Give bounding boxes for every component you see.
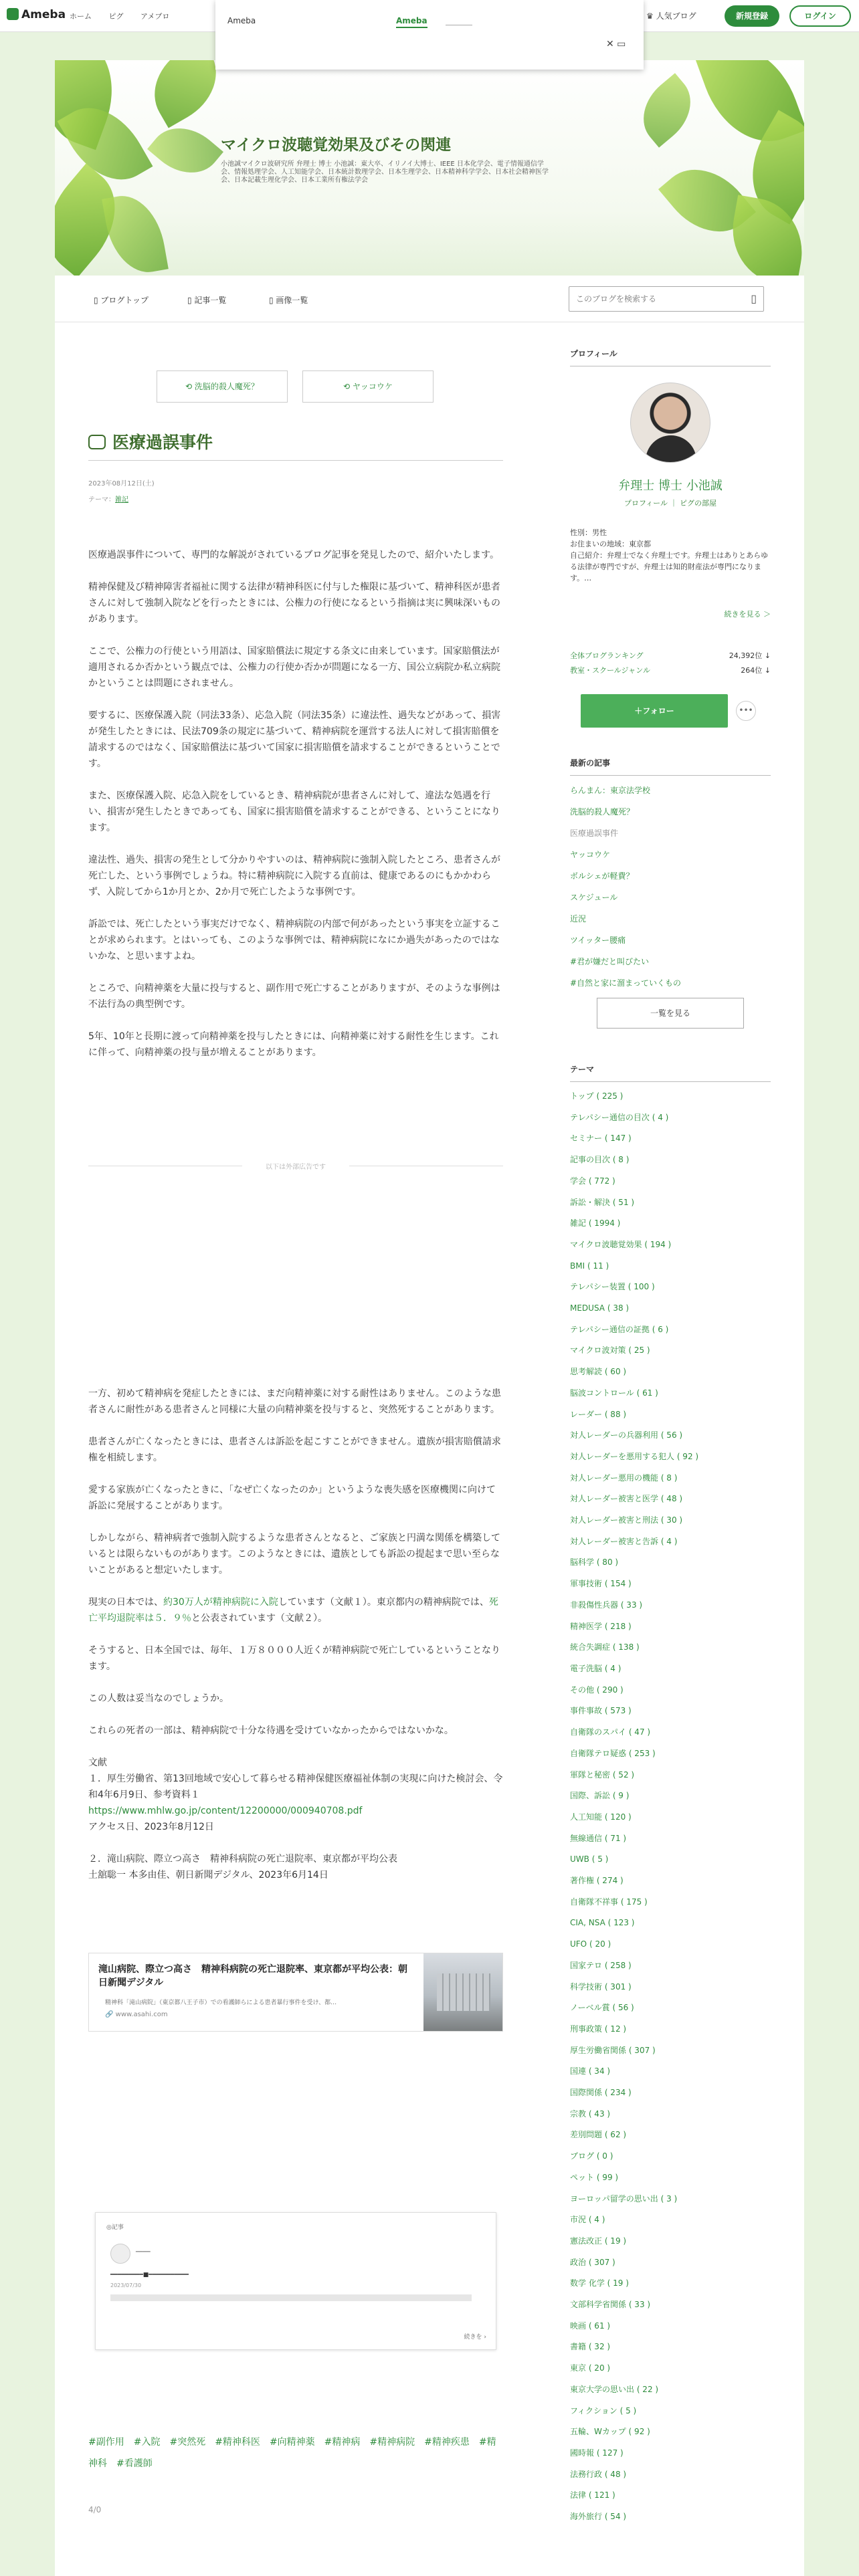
- recent-entry[interactable]: 洗脳的殺人魔死？: [570, 807, 635, 817]
- search-icon[interactable]: ▯: [751, 292, 757, 305]
- theme-item[interactable]: 国際、訴訟 ( 9 ): [570, 1791, 630, 1801]
- paragraph: ここで、公権力の行使という用語は、国家賠償法に規定する条文に由来しています。国家賠償法が適用されるか否かという観点では、公権力の行使か否かが問題になる一方、国公立病院か私立病院かということは問題にされません。: [88, 646, 500, 689]
- theme-item[interactable]: 東京 ( 20 ): [570, 2363, 611, 2373]
- recent-entry-current: 医療過誤事件: [570, 829, 619, 838]
- leaf-decoration: [138, 60, 232, 128]
- home-icon: ▯: [94, 296, 101, 305]
- theme-item[interactable]: ペット ( 99 ): [570, 2172, 619, 2182]
- theme-item[interactable]: 国家テロ ( 258 ): [570, 1960, 632, 1970]
- theme-item[interactable]: テレパシー装置 ( 100 ): [570, 1282, 655, 1292]
- pigg-room-link[interactable]: ピグの部屋: [679, 499, 717, 508]
- reference-2-author: 土舘聡一 本多由佳、朝日新聞デジタル、2023年6月14日: [88, 1870, 328, 1881]
- reference-1-url[interactable]: https://www.mhlw.go.jp/content/12200000/000940708.pdf: [88, 1806, 363, 1816]
- follow-button[interactable]: ＋フォロー: [581, 694, 728, 728]
- list-icon: ▯: [187, 296, 195, 305]
- theme-item[interactable]: 憲法改正 ( 19 ): [570, 2236, 627, 2246]
- reblog-more-link[interactable]: 続きを ›: [464, 2334, 486, 2341]
- theme-item[interactable]: 精神医学 ( 218 ): [570, 1621, 632, 1631]
- profile-heading: プロフィール: [570, 348, 771, 366]
- entry-date: 2023年08月12日(土): [88, 480, 155, 488]
- paragraph: この人数は妥当なのでしょうか。: [88, 1693, 229, 1704]
- hashtag[interactable]: #入院: [133, 2437, 161, 2448]
- global-nav: [70, 11, 184, 21]
- theme-item[interactable]: 差別問題 ( 62 ): [570, 2130, 627, 2140]
- paragraph: 医療過誤事件について、専門的な解説がされているブログ記事を発見したので、紹介いたします。: [88, 550, 500, 560]
- popup-tab-blank[interactable]: [446, 16, 472, 25]
- theme-item[interactable]: MEDUSA ( 38 ): [570, 1303, 630, 1313]
- hashtag[interactable]: #副作用: [88, 2437, 124, 2448]
- entry-body: [88, 547, 503, 1077]
- recent-entry[interactable]: #君が嫌だと叫びたい: [570, 957, 650, 966]
- profile-more-link[interactable]: 続きを見る ＞: [724, 610, 771, 619]
- paragraph: 患者さんが亡くなったときには、患者さんは訴訟を起こすことができません。遺族が損害賠償請求権を相続します。: [88, 1436, 501, 1463]
- leaf-decoration: [147, 113, 223, 187]
- references-heading: 文献: [88, 1757, 107, 1768]
- theme-item[interactable]: 統合失調症 ( 138 ): [570, 1642, 640, 1652]
- theme-item[interactable]: 東京大学の思い出 ( 22 ): [570, 2384, 659, 2394]
- crown-icon: ♛: [646, 11, 656, 21]
- reblog-title-icon: [88, 435, 106, 449]
- recent-entry[interactable]: ヤッコウケ: [570, 850, 611, 859]
- theme-item[interactable]: セミナー ( 147 ): [570, 1134, 632, 1144]
- paragraph-statistics: 現実の日本では、約30万人が精神病院に入院しています（文献１）。東京都内の精神病院では、死亡平均退院率は５．９％と公表されています（文献２）。: [88, 1597, 498, 1624]
- ranking-link[interactable]: ♛ 人気ブログ: [646, 11, 696, 21]
- blog-nav: [55, 276, 804, 322]
- theme-item[interactable]: 国際関係 ( 234 ): [570, 2088, 632, 2098]
- popup-title: Ameba: [227, 16, 256, 25]
- paragraph: そうすると、日本全国では、毎年、１万８０００人近くが精神病院で死亡しているということなります。: [88, 1645, 500, 1672]
- recent-entry[interactable]: ツイッター腰痛: [570, 936, 626, 945]
- nav-blog-top[interactable]: ▯ ブログトップ: [94, 296, 149, 305]
- recent-entry[interactable]: らんまん：東京法学校: [570, 786, 651, 795]
- theme-item[interactable]: 宗教 ( 43 ): [570, 2109, 611, 2119]
- theme-list: [570, 1086, 771, 2528]
- theme-item[interactable]: マイクロ波聴覚効果 ( 194 ): [570, 1239, 672, 1249]
- hashtag[interactable]: #看護師: [116, 2458, 153, 2469]
- paragraph: 愛する家族が亡くなったときに、「なぜ亡くなったのか」というような喪失感を医療機関に向けて訴訟に発展することがあります。: [88, 1485, 496, 1511]
- recent-entry[interactable]: ボルシェが軽費？: [570, 871, 634, 881]
- theme-item[interactable]: 雑記 ( 1994 ): [570, 1218, 621, 1228]
- popup-close-icon[interactable]: ✕ ▭: [606, 39, 626, 49]
- theme-item[interactable]: 法務行政 ( 48 ): [570, 2469, 627, 2479]
- ad-label: 以下は外部広告です: [88, 1161, 503, 1171]
- paragraph: 5年、10年と長期に渡って向精神薬を投与したときには、向精神薬に対する耐性を生じます。これに伴って、向精神薬の投与量が増えることがあります。: [88, 1031, 499, 1058]
- reblog-card[interactable]: [95, 2212, 496, 2350]
- reblog-date: 2023/07/30: [110, 2282, 142, 2288]
- theme-item[interactable]: 非殺傷性兵器 ( 33 ): [570, 1600, 643, 1610]
- stat-link-inpatients[interactable]: 約30万人が精神病院に入院: [163, 1597, 278, 1608]
- theme-item[interactable]: 記事の目次 ( 8 ): [570, 1155, 630, 1165]
- next-entry-button[interactable]: ⟲ ヤッコウケ: [302, 370, 434, 403]
- signup-button[interactable]: 新規登録: [725, 5, 779, 27]
- theme-item[interactable]: 海外旅行 ( 54 ): [570, 2512, 627, 2522]
- paragraph: 訴訟では、死亡したという事実だけでなく、精神病院の内部で何があったという事実を立証することが求められます。とはいっても、このような事例では、精神病院になにか過失があったのではないかな、と思いますよね。: [88, 919, 500, 962]
- hashtag[interactable]: #突然死: [169, 2437, 206, 2448]
- theme-link[interactable]: 雑記: [115, 496, 128, 504]
- theme-item[interactable]: 映画 ( 61 ): [570, 2321, 611, 2331]
- profile-name[interactable]: 弁理士 博士 小池誠: [618, 479, 723, 493]
- theme-item[interactable]: 文部科学省関係 ( 33 ): [570, 2300, 651, 2310]
- theme-item[interactable]: 対人レーダー被害と刑法 ( 30 ): [570, 1515, 683, 1525]
- blog-title[interactable]: マイクロ波聴覚効果及びその関連: [221, 136, 452, 154]
- theme-item[interactable]: 事件事故 ( 573 ): [570, 1706, 632, 1716]
- hashtag[interactable]: #精神病: [324, 2437, 361, 2448]
- ameba-logo[interactable]: Ameba: [7, 8, 66, 21]
- recent-heading: 最新の記事: [570, 757, 771, 776]
- theme-item[interactable]: 学会 ( 772 ): [570, 1176, 615, 1186]
- theme-item[interactable]: UFO ( 20 ): [570, 1939, 611, 1949]
- reblog-icon: ⟲: [343, 382, 353, 391]
- theme-item[interactable]: 国連 ( 34 ): [570, 2066, 611, 2076]
- recent-entry[interactable]: 近況: [570, 914, 587, 924]
- theme-item[interactable]: 書籍 ( 32 ): [570, 2342, 611, 2352]
- hashtag-list: [88, 2432, 503, 2474]
- reference-2: ２．滝山病院、際立つ高さ 精神科病院の死亡退院率、東京都が平均公表: [88, 1854, 397, 1864]
- theme-item[interactable]: 厚生労働省関係 ( 307 ): [570, 2045, 656, 2055]
- theme-item[interactable]: 無線通信 ( 71 ): [570, 1833, 627, 1843]
- hashtag[interactable]: #精神病院: [369, 2437, 415, 2448]
- theme-item[interactable]: BMI ( 11 ): [570, 1261, 609, 1271]
- recent-entry[interactable]: #自然と家に溜まっていくもの: [570, 978, 682, 988]
- theme-item[interactable]: マイクロ波対策 ( 25 ): [570, 1346, 650, 1356]
- entry-theme: テーマ：雑記: [88, 496, 128, 504]
- link-card-description: 精神科「滝山病院」（東京都八王子市）での看護師らによる患者暴行事件を受け、都…: [105, 2000, 337, 2006]
- theme-item[interactable]: 人工知能 ( 120 ): [570, 1812, 632, 1822]
- theme-item[interactable]: 対人レーダー被害と医学 ( 48 ): [570, 1494, 683, 1504]
- nav-home[interactable]: ホーム: [70, 12, 92, 21]
- theme-item[interactable]: 刑事政策 ( 12 ): [570, 2024, 627, 2034]
- theme-item[interactable]: UWB ( 5 ): [570, 1854, 609, 1864]
- paragraph: これらの死者の一部は、精神病院で十分な待遇を受けていなかったからではないかな。: [88, 1725, 454, 1736]
- reference-1: １．厚生労働省、第13回地域で安心して暮らせる精神保健医療福祉体制の実現に向けた検討会、令和4年6月9日、参考資料１: [88, 1774, 503, 1800]
- theme-item[interactable]: トップ ( 225 ): [570, 1091, 624, 1101]
- theme-item[interactable]: テレパシー通信の目次 ( 4 ): [570, 1112, 669, 1122]
- theme-item[interactable]: CIA, NSA ( 123 ): [570, 1918, 635, 1928]
- entry-list-button[interactable]: 一覧を見る: [597, 998, 744, 1029]
- page-number: 4/0: [88, 2505, 102, 2514]
- leaf-decoration: [102, 190, 169, 276]
- stat-link-death-rate[interactable]: 死亡平均退院率は５．９％: [88, 1597, 498, 1624]
- nav-image-list[interactable]: ▯ 画像一覧: [269, 296, 308, 305]
- hashtag[interactable]: #精神疾患: [424, 2437, 470, 2448]
- link-card[interactable]: [88, 1953, 503, 2032]
- nav-ameblo[interactable]: アメブロ: [140, 12, 170, 21]
- main-column: [55, 322, 537, 2576]
- profile-location: お住まいの地域：東京都: [570, 540, 651, 548]
- theme-item[interactable]: 五輪、Wカップ ( 92 ): [570, 2427, 650, 2437]
- popup-tab-ameba[interactable]: Ameba: [396, 16, 427, 28]
- link-icon: 🔗: [105, 2011, 116, 2018]
- paragraph: また、医療保護入院、応急入院をしているとき、精神病院が患者さんに対して、違法な処遇を行い、損害が発生したときであっても、国家に損害賠償を請求することができる、ということになります。: [88, 790, 500, 833]
- blog-banner: [55, 60, 804, 276]
- theme-item[interactable]: 数学 化学 ( 19 ): [570, 2278, 629, 2288]
- login-button[interactable]: ログイン: [789, 5, 851, 27]
- theme-item[interactable]: フィクション ( 5 ): [570, 2405, 637, 2416]
- hashtag[interactable]: #向精神薬: [269, 2437, 315, 2448]
- references: [88, 1755, 503, 1883]
- profile-intro: 自己紹介：弁理士でなく弁理士です。弁理士はありとあらゆる法律が専門ですが、弁理士は知的財産法が専門になります。…: [570, 551, 769, 582]
- theme-item[interactable]: 対人レーダー悪用の機能 ( 8 ): [570, 1473, 678, 1483]
- entry-body-continued: [88, 1386, 503, 1883]
- leaf-decoration: [629, 73, 705, 147]
- reference-1-access: アクセス日、2023年8月12日: [88, 1822, 214, 1832]
- theme-item[interactable]: 法律 ( 121 ): [570, 2490, 615, 2500]
- theme-item[interactable]: 脳科学 ( 80 ): [570, 1558, 619, 1568]
- sidebar: [537, 322, 804, 2576]
- theme-item[interactable]: 國時報 ( 127 ): [570, 2448, 624, 2458]
- reblog-header: ◎記事: [106, 2224, 124, 2231]
- recent-entries: [570, 780, 771, 994]
- link-card-thumbnail: [423, 1953, 502, 2031]
- blog-search[interactable]: [569, 286, 764, 312]
- theme-item[interactable]: その他 ( 290 ): [570, 1685, 624, 1695]
- image-icon: ▯: [269, 296, 276, 305]
- theme-item[interactable]: 自衛隊テロ疑惑 ( 253 ): [570, 1748, 656, 1758]
- reblog-icon: ⟲: [185, 382, 195, 391]
- theme-item[interactable]: 政治 ( 307 ): [570, 2257, 615, 2267]
- profile-info: [570, 527, 771, 584]
- prev-entry-button[interactable]: ⟲ 洗脳的殺人魔死？: [157, 370, 288, 403]
- link-card-url: 🔗 www.asahi.com: [105, 2011, 168, 2018]
- reblog-title: ━━━━━━━━━■━━━━━━━━━━━: [110, 2272, 189, 2278]
- nav-pigg[interactable]: ピグ: [108, 12, 124, 21]
- nav-entry-list[interactable]: ▯ 記事一覧: [187, 296, 227, 305]
- theme-item[interactable]: 思考解読 ( 60 ): [570, 1367, 627, 1377]
- reblog-author: ━━━━: [136, 2249, 151, 2256]
- paragraph: 要するに、医療保護入院（同法33条）、応急入院（同法35条）に違法性、過失などがあって、損害が発生したときには、民法709条の規定に基づいて、精神病院を運営する法人に対して損害賠償を請求するのではなく、国家賠償法に基づいて国家に損害賠償を請求することができるということです。: [88, 710, 501, 769]
- theme-item[interactable]: 軍事技術 ( 154 ): [570, 1579, 632, 1589]
- paragraph: しかしながら、精神病者で強制入院するような患者さんとなると、ご家族と円満な関係を構築しているとは限らないものがあります。このようなときには、遺族としても訴訟の提起まで思い至らないことがあると想定いたします。: [88, 1533, 500, 1576]
- ranking-genre[interactable]: 教室・スクールジャンル 264位 ↓: [570, 666, 771, 675]
- theme-item[interactable]: 軍隊と秘密 ( 52 ): [570, 1769, 635, 1780]
- paragraph: 一方、初めて精神病を発症したときには、まだ向精神薬に対する耐性はありません。このような患者さんに耐性がある患者さんと同様に大量の向精神薬を投与すると、突然死することがあります。: [88, 1388, 501, 1415]
- more-options-icon[interactable]: •••: [736, 701, 756, 721]
- theme-item[interactable]: ノーベル賞 ( 56 ): [570, 2003, 634, 2013]
- theme-item[interactable]: 自衛隊のスパイ ( 47 ): [570, 1727, 651, 1737]
- paragraph: ところで、向精神薬を大量に投与すると、副作用で死亡することがありますが、そのような事例は不法行為の典型例です。: [88, 983, 500, 1010]
- hashtag[interactable]: #精神科医: [215, 2437, 260, 2448]
- theme-item[interactable]: 対人レーダー被害と告訴 ( 4 ): [570, 1536, 678, 1546]
- profile-links: プロフィール ｜ ピグの部屋: [624, 499, 717, 508]
- paragraph: 違法性、過失、損害の発生として分かりやすいのは、精神病院に強制入院したところ、患者さんが死亡した、という事例でしょうね。特に精神病院に入院する直前は、健康であるのにもかかわらず、入院してから1か月とか、2か月で死亡したような事例です。: [88, 855, 500, 897]
- theme-item[interactable]: テレパシー通信の証拠 ( 6 ): [570, 1324, 669, 1334]
- theme-item[interactable]: ヨーロッパ留学の思い出 ( 3 ): [570, 2193, 678, 2204]
- theme-heading: テーマ: [570, 1063, 771, 1082]
- profile-link[interactable]: プロフィール: [624, 499, 668, 508]
- entry-title[interactable]: 医療過誤事件: [88, 429, 213, 453]
- ameba-logo-icon: [7, 8, 19, 20]
- theme-item[interactable]: 科学技術 ( 301 ): [570, 1981, 632, 1992]
- theme-item[interactable]: 脳波コントロール ( 61 ): [570, 1388, 658, 1398]
- reblog-excerpt-placeholder: [110, 2294, 472, 2301]
- theme-item[interactable]: 著作権 ( 274 ): [570, 1876, 624, 1886]
- theme-item[interactable]: 対人レーダーを悪用する犯人 ( 92 ): [570, 1451, 699, 1461]
- theme-item[interactable]: 市況 ( 4 ): [570, 2215, 605, 2225]
- theme-item[interactable]: 電子洗脳 ( 4 ): [570, 1663, 622, 1673]
- profile-gender: 性別：男性: [570, 528, 607, 537]
- blog-description: 小池誠マイクロ波研究所 弁理士 博士 小池誠：東大卒、イリノイ大博士、IEEE 日本化学会、電子情報通信学会、情報処理学会、人工知能学会、日本統計数理学会、日本生理学会、日本精神科学学会、日本社会精神医学会、日本記載生理化学会、日本工業所有権法学会: [221, 160, 549, 184]
- avatar: [110, 2244, 130, 2264]
- ranking-overall[interactable]: 全体ブログランキング 24,392位 ↓: [570, 651, 771, 660]
- theme-item[interactable]: ブログ ( 0 ): [570, 2151, 613, 2161]
- link-card-title: 滝山病院、際立つ高さ 精神科病院の死亡退院率、東京都が平均公表：朝日新聞デジタル: [98, 1964, 407, 1988]
- hashtag[interactable]: #精神科: [88, 2437, 496, 2469]
- theme-item[interactable]: 自衛隊不祥事 ( 175 ): [570, 1897, 648, 1907]
- paragraph: 精神保健及び精神障害者福祉に関する法律が精神科医に付与した権限に基づいて、精神科医が患者さんに対して強制入院などを行ったときには、公権力の行使になるという指摘は実に興味深いものがあります。: [88, 582, 500, 625]
- blog-search-input[interactable]: [569, 287, 737, 311]
- theme-item[interactable]: レーダー ( 88 ): [570, 1409, 627, 1419]
- recent-entry[interactable]: スケジュール: [570, 893, 618, 902]
- account-popup: [215, 0, 644, 70]
- theme-item[interactable]: 訴訟・解決 ( 51 ): [570, 1197, 635, 1207]
- divider: [88, 460, 503, 461]
- theme-item[interactable]: 対人レーダーの兵器利用 ( 56 ): [570, 1430, 683, 1440]
- profile-photo[interactable]: [630, 383, 710, 463]
